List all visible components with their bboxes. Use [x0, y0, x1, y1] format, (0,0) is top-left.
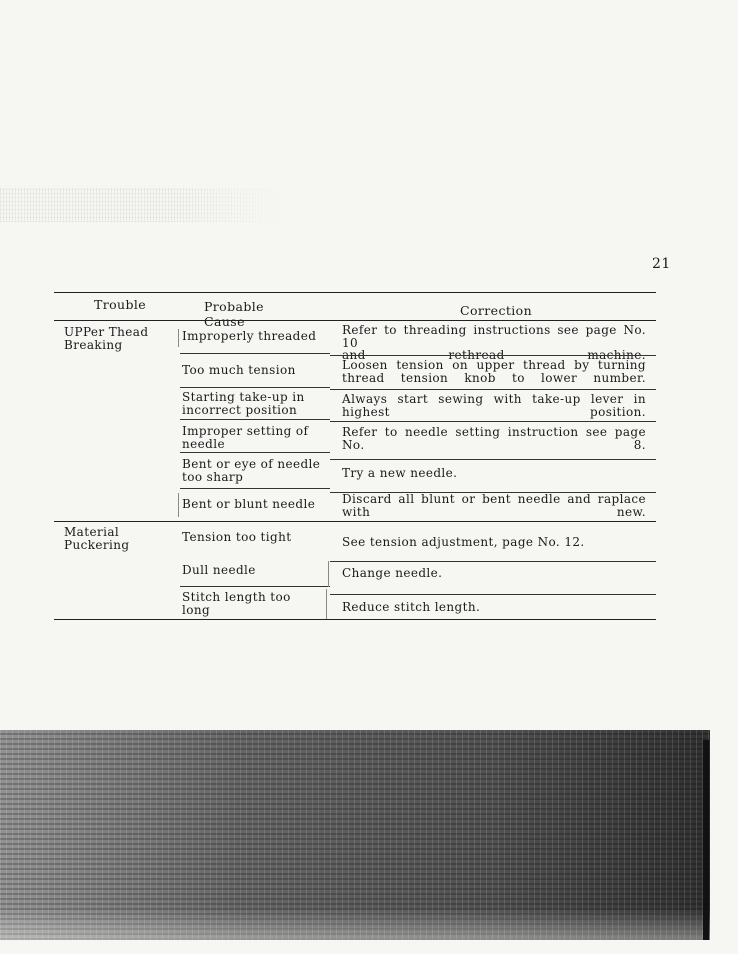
- scan-artifact-bottom: [0, 730, 710, 940]
- cause-cell: Bent or eye of needle too sharp: [182, 457, 321, 484]
- column-divider: [178, 329, 179, 347]
- cause-cell: Too much tension: [182, 363, 296, 377]
- cause-cell: Starting take-up in incorrect position: [182, 390, 305, 417]
- correction-cell: Refer to needle setting instruction see page No. 8.: [342, 425, 646, 452]
- scan-edge-shadow: [703, 740, 709, 940]
- row-divider: [330, 561, 656, 562]
- header-correction: Correction: [460, 303, 533, 318]
- column-divider: [178, 493, 179, 517]
- correction-cell: Always start sewing with take-up lever in highest position.: [342, 392, 646, 419]
- row-divider: [180, 586, 330, 587]
- troubleshooting-table: [54, 292, 656, 629]
- column-divider: [326, 589, 327, 619]
- header-rule: [54, 320, 656, 321]
- cause-cell: Improperly threaded: [182, 329, 317, 343]
- table-bottom-rule: [54, 619, 656, 620]
- header-trouble: Trouble: [94, 297, 147, 312]
- correction-cell: Change needle.: [342, 566, 443, 580]
- row-divider: [330, 389, 656, 390]
- cause-cell: Dull needle: [182, 563, 256, 577]
- row-divider: [180, 387, 330, 388]
- row-divider: [180, 419, 330, 420]
- correction-cell: Discard all blunt or bent needle and raplace with new.: [342, 492, 646, 519]
- cause-cell: Bent or blunt needle: [182, 497, 316, 511]
- cause-cell: Improper setting of needle: [182, 424, 309, 451]
- row-divider: [330, 594, 656, 595]
- scan-noise-top: [0, 188, 290, 222]
- group-divider: [54, 521, 656, 522]
- row-divider: [180, 488, 330, 489]
- row-divider: [180, 353, 330, 354]
- row-divider: [180, 452, 330, 453]
- row-divider: [330, 459, 656, 460]
- row-divider: [330, 355, 656, 356]
- cause-cell: Tension too tight: [182, 530, 292, 544]
- cause-cell: Stitch length too long: [182, 590, 291, 617]
- header-probable-cause: Probable Cause: [204, 299, 264, 329]
- trouble-material-puckering: Material Puckering: [64, 525, 130, 552]
- trouble-upper-thread-breaking: UPPer Thead Breaking: [64, 325, 149, 352]
- correction-cell: Try a new needle.: [342, 466, 458, 480]
- correction-cell: See tension adjustment, page No. 12.: [342, 535, 585, 549]
- page-number: 21: [652, 256, 671, 272]
- correction-cell: Reduce stitch length.: [342, 600, 481, 614]
- correction-cell: Loosen tension on upper thread by turning thread tension knob to lower number.: [342, 358, 646, 385]
- correction-cell: Refer to threading instructions see page No. 10 and rethread machine.: [342, 323, 646, 362]
- column-divider: [328, 561, 329, 587]
- row-divider: [330, 421, 656, 422]
